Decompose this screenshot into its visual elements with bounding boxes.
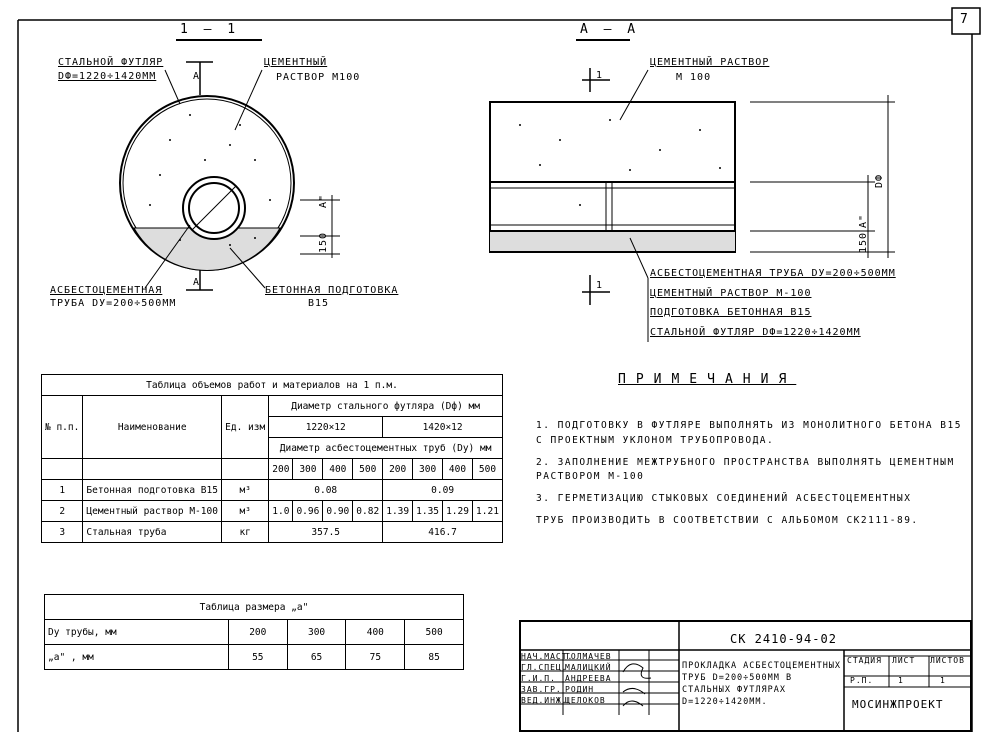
legend-2: ПОДГОТОВКА БЕТОННАЯ В15	[650, 307, 812, 318]
dim-150-1: 150	[318, 231, 329, 253]
section-a-marker-top: 1	[596, 70, 604, 81]
size-table-title: Таблица размера „а"	[45, 595, 464, 620]
row-value: 1.21	[472, 501, 502, 522]
col-unit: Ед. изм	[222, 396, 269, 459]
volume-table-title: Таблица объемов работ и материалов на 1 п.м.	[42, 375, 503, 396]
stamp-person: РОДИН	[565, 685, 595, 694]
dim-df: DФ	[874, 173, 885, 188]
label-case-dim: DФ=1220÷1420ММ	[58, 71, 157, 82]
legend-3: СТАЛЬНОЙ ФУТЛЯР DФ=1220÷1420ММ	[650, 327, 861, 338]
section-1-marker-bottom: А	[193, 277, 201, 288]
label-case: СТАЛЬНОЙ ФУТЛЯР	[58, 57, 164, 68]
row-value: 357.5	[269, 522, 383, 543]
col-no: № п.п.	[42, 396, 83, 459]
stamp-stage: Р.П.	[850, 676, 874, 685]
pipe-size: 200	[383, 459, 413, 480]
pipe-size: 500	[353, 459, 383, 480]
table-row	[42, 522, 503, 543]
row-value: 0.82	[353, 501, 383, 522]
row-value: 1.39	[383, 501, 413, 522]
row-no: 2	[42, 501, 83, 522]
col-name: Наименование	[83, 396, 222, 459]
note-line: 2. ЗАПОЛНЕНИЕ МЕЖТРУБНОГО ПРОСТРАНСТВА ВЫПОЛНЯТЬ ЦЕМЕНТНЫМ	[536, 457, 955, 468]
table-row	[42, 480, 503, 501]
stamp-person: ЩЕЛОКОВ	[565, 696, 606, 705]
stamp-sheets: 1	[940, 676, 946, 685]
row-unit: кг	[222, 522, 269, 543]
hdr-pipe: Диаметр асбестоцементных труб (Dу) мм	[269, 438, 503, 459]
size-cell: 400	[346, 620, 405, 645]
sheet-number: 7	[960, 12, 969, 27]
pipe-size: 300	[293, 459, 323, 480]
row-value: 416.7	[383, 522, 503, 543]
pipe-size: 400	[323, 459, 353, 480]
note-line: 3. ГЕРМЕТИЗАЦИЮ СТЫКОВЫХ СОЕДИНЕНИЙ АСБЕСТОЦЕМЕНТНЫХ	[536, 493, 912, 504]
size-cell: 200	[228, 620, 287, 645]
pipe-size: 200	[269, 459, 293, 480]
row-value: 0.08	[269, 480, 383, 501]
dim-a-1: А"	[318, 193, 329, 208]
label-mortar-2: РАСТВОР М100	[276, 72, 361, 83]
stamp-person: ТОЛМАЧЕВ	[565, 652, 612, 661]
case-2: 1420×12	[383, 417, 503, 438]
case-1: 1220×12	[269, 417, 383, 438]
section-1-title: 1 – 1	[180, 22, 240, 37]
stamp-description: ПРОКЛАДКА АСБЕСТОЦЕМЕНТНЫХ ТРУБ D=200÷500ММ В СТАЛЬНЫХ ФУТЛЯРАХ D=1220÷1420ММ.	[682, 661, 842, 707]
note-line: 1. ПОДГОТОВКУ В ФУТЛЯРЕ ВЫПОЛНЯТЬ ИЗ МОНОЛИТНОГО БЕТОНА В15	[536, 420, 962, 431]
stamp-role: Г.И.П.	[521, 674, 556, 683]
label-base-1: БЕТОННАЯ ПОДГОТОВКА	[265, 285, 399, 296]
section-1-drawing	[0, 0, 480, 370]
stamp-role: ЗАВ.ГР.	[521, 685, 562, 694]
stamp-role: ГЛ.СПЕЦ.	[521, 663, 568, 672]
pipe-size: 400	[443, 459, 473, 480]
label-pipe-1: АСБЕСТОЦЕМЕНТНАЯ	[50, 285, 163, 296]
pipe-size: 500	[472, 459, 502, 480]
label-pipe-2: ТРУБА DУ=200÷500ММ	[50, 298, 177, 309]
label-mortar-1: ЦЕМЕНТНЫЙ	[264, 57, 328, 68]
row-value: 1.29	[443, 501, 473, 522]
stamp-person: МАЛИЦКИЙ	[565, 663, 612, 672]
size-cell: 55	[228, 645, 287, 670]
stamp-h-stage: СТАДИЯ	[847, 656, 882, 665]
volume-table	[41, 374, 503, 543]
legend-0: АСБЕСТОЦЕМЕНТНАЯ ТРУБА DУ=200÷500ММ	[650, 268, 896, 279]
dim-150-2: 150	[858, 231, 869, 253]
note-line: РАСТВОРОМ М-100	[536, 471, 645, 482]
note-line: С ПРОЕКТНЫМ УКЛОНОМ ТРУБОПРОВОДА.	[536, 435, 775, 446]
size-cell: 300	[287, 620, 346, 645]
size-cell: 85	[405, 645, 464, 670]
stamp-h-sheet: ЛИСТ	[892, 656, 916, 665]
stamp-person: АНДРЕЕВА	[565, 674, 612, 683]
row-no: 3	[42, 522, 83, 543]
row-value: 1.0	[269, 501, 293, 522]
stamp-h-sheets: ЛИСТОВ	[930, 656, 965, 665]
row-name: Бетонная подготовка В15	[83, 480, 222, 501]
stamp-org: МОСИНЖПРОЕКТ	[852, 698, 944, 711]
a-label-mortar-1: ЦЕМЕНТНЫЙ РАСТВОР	[650, 57, 770, 68]
row-name: Стальная труба	[83, 522, 222, 543]
row-value: 0.96	[293, 501, 323, 522]
row-value: 0.09	[383, 480, 503, 501]
row-unit: м³	[222, 480, 269, 501]
size-cell: 65	[287, 645, 346, 670]
stamp-sheet: 1	[898, 676, 904, 685]
label-base-2: В15	[308, 298, 330, 309]
stamp-code: СК 2410-94-02	[730, 632, 837, 646]
row-value: 0.90	[323, 501, 353, 522]
legend-1: ЦЕМЕНТНЫЙ РАСТВОР М-100	[650, 288, 812, 299]
size-cell: 500	[405, 620, 464, 645]
note-line: ТРУБ ПРОИЗВОДИТЬ В СООТВЕТСТВИИ С АЛЬБОМОМ СК2111-89.	[536, 515, 919, 526]
size-row1-label: Dу трубы, мм	[45, 620, 229, 645]
row-no: 1	[42, 480, 83, 501]
row-name: Цементный раствор М-100	[83, 501, 222, 522]
stamp-role: НАЧ.МАСТ.	[521, 652, 574, 661]
a-label-mortar-2: М 100	[676, 72, 712, 83]
size-table	[44, 594, 464, 670]
section-1-marker-top: А	[193, 71, 201, 82]
hdr-case: Диаметр стального футляра (Dф) мм	[269, 396, 503, 417]
pipe-size: 300	[413, 459, 443, 480]
table-row	[42, 501, 503, 522]
row-unit: м³	[222, 501, 269, 522]
size-cell: 75	[346, 645, 405, 670]
notes-title: ПРИМЕЧАНИЯ	[618, 372, 797, 387]
row-value: 1.35	[413, 501, 443, 522]
stamp-role: ВЕД.ИНЖ.	[521, 696, 568, 705]
section-a-marker-bottom: 1	[596, 280, 604, 291]
dim-a-2: А"	[858, 213, 869, 228]
section-a-title: А – А	[580, 22, 640, 37]
size-row2-label: „а" , мм	[45, 645, 229, 670]
